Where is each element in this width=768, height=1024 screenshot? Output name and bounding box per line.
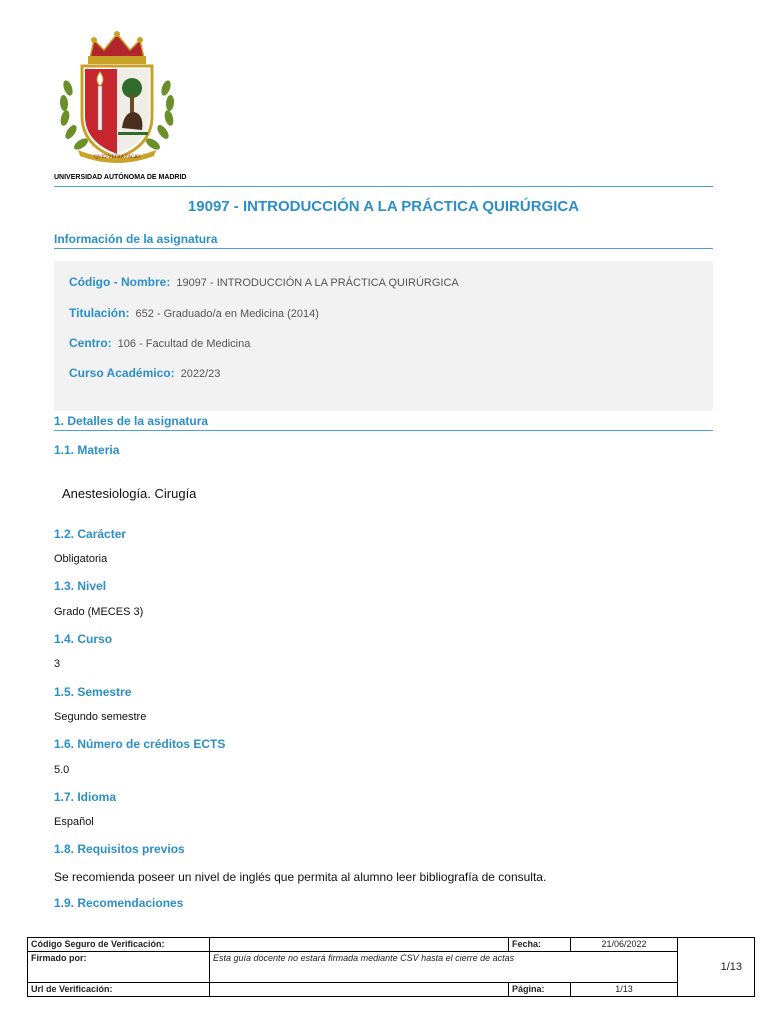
pagina-value: 1/13 — [571, 983, 678, 997]
fecha-label: Fecha: — [509, 938, 571, 952]
details-section-rule — [54, 430, 713, 431]
header-rule — [54, 186, 713, 187]
fecha-value: 21/06/2022 — [571, 938, 678, 952]
csv-label: Código Seguro de Verificación: — [28, 938, 210, 952]
nivel-heading: 1.3. Nivel — [54, 579, 107, 593]
recomendaciones-heading: 1.9. Recomendaciones — [54, 896, 184, 910]
caracter-heading: 1.2. Carácter — [54, 527, 127, 541]
info-row-centro — [69, 336, 250, 350]
requisitos-value: Se recomienda poseer un nivel de inglés que permita al alumno leer bibliografía de consulta. — [54, 870, 547, 884]
firmado-value: Esta guía docente no estará firmada mediante CSV hasta el cierre de actas — [210, 952, 678, 983]
page-number: 1/13 — [678, 938, 755, 997]
info-value: 2022/23 — [180, 368, 221, 380]
info-label: Titulación: — [69, 306, 130, 320]
idioma-value: Español — [54, 816, 94, 828]
firmado-label: Firmado por: — [28, 952, 210, 983]
document-title: 19097 - INTRODUCCIÓN A LA PRÁCTICA QUIRÚRGICA — [187, 198, 580, 215]
info-row-curso-academico — [69, 366, 220, 380]
creditos-heading: 1.6. Número de créditos ECTS — [54, 737, 226, 751]
info-row-codigo — [69, 275, 459, 289]
details-section-heading: 1. Detalles de la asignatura — [54, 414, 209, 428]
svg-text:QVID VLTRA FACIO: QVID VLTRA FACIO — [94, 155, 140, 160]
url-value — [210, 983, 509, 997]
info-row-titulacion — [69, 306, 319, 320]
info-label: Código - Nombre: — [69, 275, 171, 289]
curso-heading: 1.4. Curso — [54, 632, 113, 646]
nivel-value: Grado (MECES 3) — [54, 606, 144, 618]
materia-value: Anestesiología. Cirugía — [62, 486, 197, 501]
verification-footer-table — [27, 937, 755, 997]
subject-info-box — [54, 261, 713, 411]
info-value: 19097 - INTRODUCCIÓN A LA PRÁCTICA QUIRÚRGICA — [176, 277, 459, 289]
info-label: Curso Académico: — [69, 366, 175, 380]
materia-heading: 1.1. Materia — [54, 443, 120, 457]
university-seal-logo — [54, 28, 180, 164]
semestre-heading: 1.5. Semestre — [54, 685, 132, 699]
info-value: 106 - Facultad de Medicina — [117, 338, 251, 350]
url-label: Url de Verificación: — [28, 983, 210, 997]
curso-value: 3 — [54, 658, 61, 670]
caracter-value: Obligatoria — [54, 553, 108, 565]
semestre-value: Segundo semestre — [54, 711, 147, 723]
requisitos-heading: 1.8. Requisitos previos — [54, 842, 185, 856]
info-label: Centro: — [69, 336, 112, 350]
university-name: UNIVERSIDAD AUTÓNOMA DE MADRID — [54, 174, 187, 181]
pagina-label: Página: — [509, 983, 571, 997]
info-section-heading: Información de la asignatura — [54, 232, 218, 246]
creditos-value: 5.0 — [54, 764, 70, 776]
info-section-rule — [54, 248, 713, 249]
idioma-heading: 1.7. Idioma — [54, 790, 117, 804]
info-value: 652 - Graduado/a en Medicina (2014) — [135, 308, 319, 320]
csv-value — [210, 938, 509, 952]
